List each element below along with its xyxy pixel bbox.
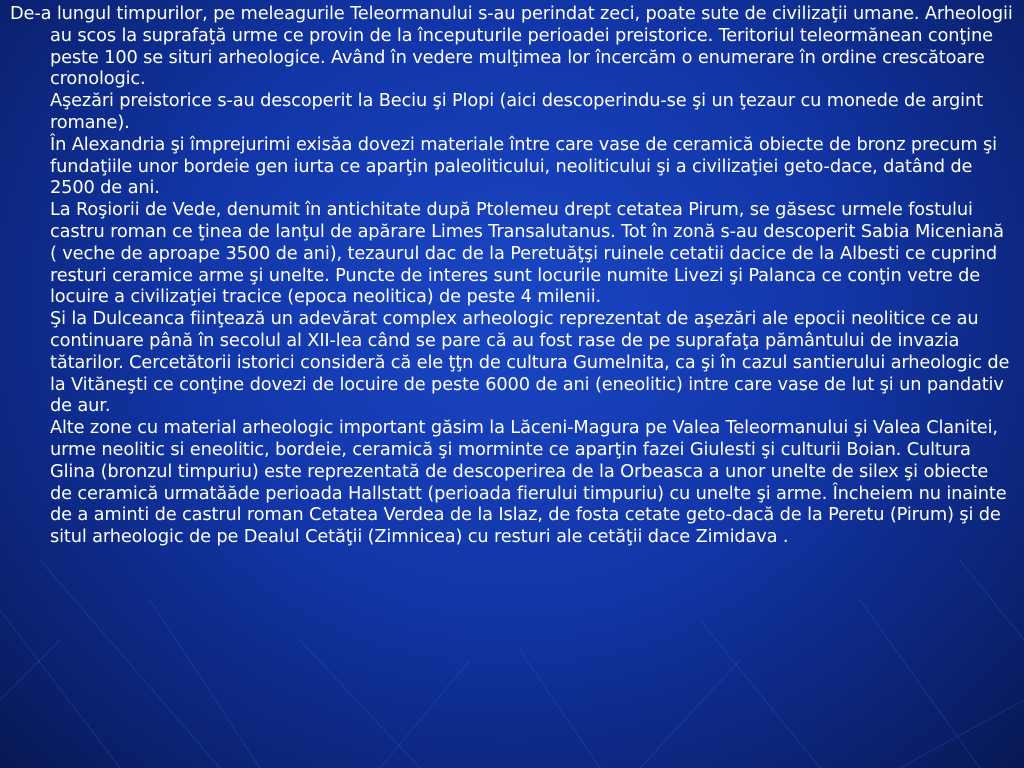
paragraph-dulceanca: Şi la Dulceanca fiinţează un adevărat complex arheologic reprezentat de aşezări ale epocii neolitice ce au continuare până în secolul al XII-lea când se pare că au fost rase de pe suprafaţa pământului de invazia tătarilor. Cercetătorii istorici consideră că ele ţţn de cultura Gumelnita, ca şi în cazul santierului arheologic de la Vităneşti ce conţine dovezi de locuire de peste 6000 de ani (eneolitic) intre care vase de lut şi un pandativ de aur. (50, 308, 1010, 417)
paragraph-intro: De-a lungul timpurilor, pe meleagurile Teleormanului s-au perindat zeci, poate sute de civilizaţii umane. Arheologii au scos la suprafaţă urme ce provin de la începuturile perioadei preistorice. Teritoriul teleormănean conţine peste 100 se situri arheologice. Având în vedere mulţimea lor încercăm o enumerare în ordine crescătoare cronologic. (10, 3, 1013, 90)
paragraph-other-zones: Alte zone cu material arheologic important găsim la Lăceni-Magura pe Valea Teleormanului şi Valea Clanitei, urme neolitic si eneolitic, bordeie, ceramică şi morminte ce aparţin fazei Giulesti şi culturii Boian. Cultura Glina (bronzul timpuriu) este reprezentată de descoperirea de la Orbeasca a unor unelte de silex şi obiecte de ceramică urmatăăde perioada Hallstatt (perioada fierului timpuriu) cu unelte şi arme. Încheiem nu inainte de a aminti de castrul roman Cetatea Verdea de la Islaz, de fosta cetate geto-dacă de la Peretu (Pirum) şi de situl arheologic de pe Dealul Cetăţii (Zimnicea) cu resturi ale cetăţii dace Zimidava . (50, 417, 1007, 548)
paragraph-alexandria: În Alexandria şi împrejurimi exisăa dovezi materiale între care vase de ceramică obiecte de bronz precum şi fundaţiile unor bordeie gen iurta ce aparţin paleoliticului, neoliticului şi a civilizaţiei geto-dace, datând de 2500 de ani. (50, 133, 997, 199)
paragraph-beciu-plopi: Aşezări preistorice s-au descoperit la Beciu şi Plopi (aici descoperindu-se şi un ţezaur cu monede de argint romane). (50, 90, 983, 133)
slide-text-body (10, 3, 1015, 548)
paragraph-rosiorii-de-vede: La Roşiorii de Vede, denumit în antichitate după Ptolemeu drept cetatea Pirum, se găsesc urmele fostului castru roman ce ţinea de lanţul de apărare Limes Transalutanus. Tot în zonă s-au descoperit Sabia Miceniană ( veche de aproape 3500 de ani), tezaurul dac de la Peretuăţşi ruinele cetatii dacice de la Albesti ce cuprind resturi ceramice arme şi unelte. Puncte de interes sunt locurile numite Livezi şi Palanca ce conţin vetre de locuire a civilizaţiei tracice (epoca neolitica) de peste 4 milenii. (50, 199, 1004, 308)
